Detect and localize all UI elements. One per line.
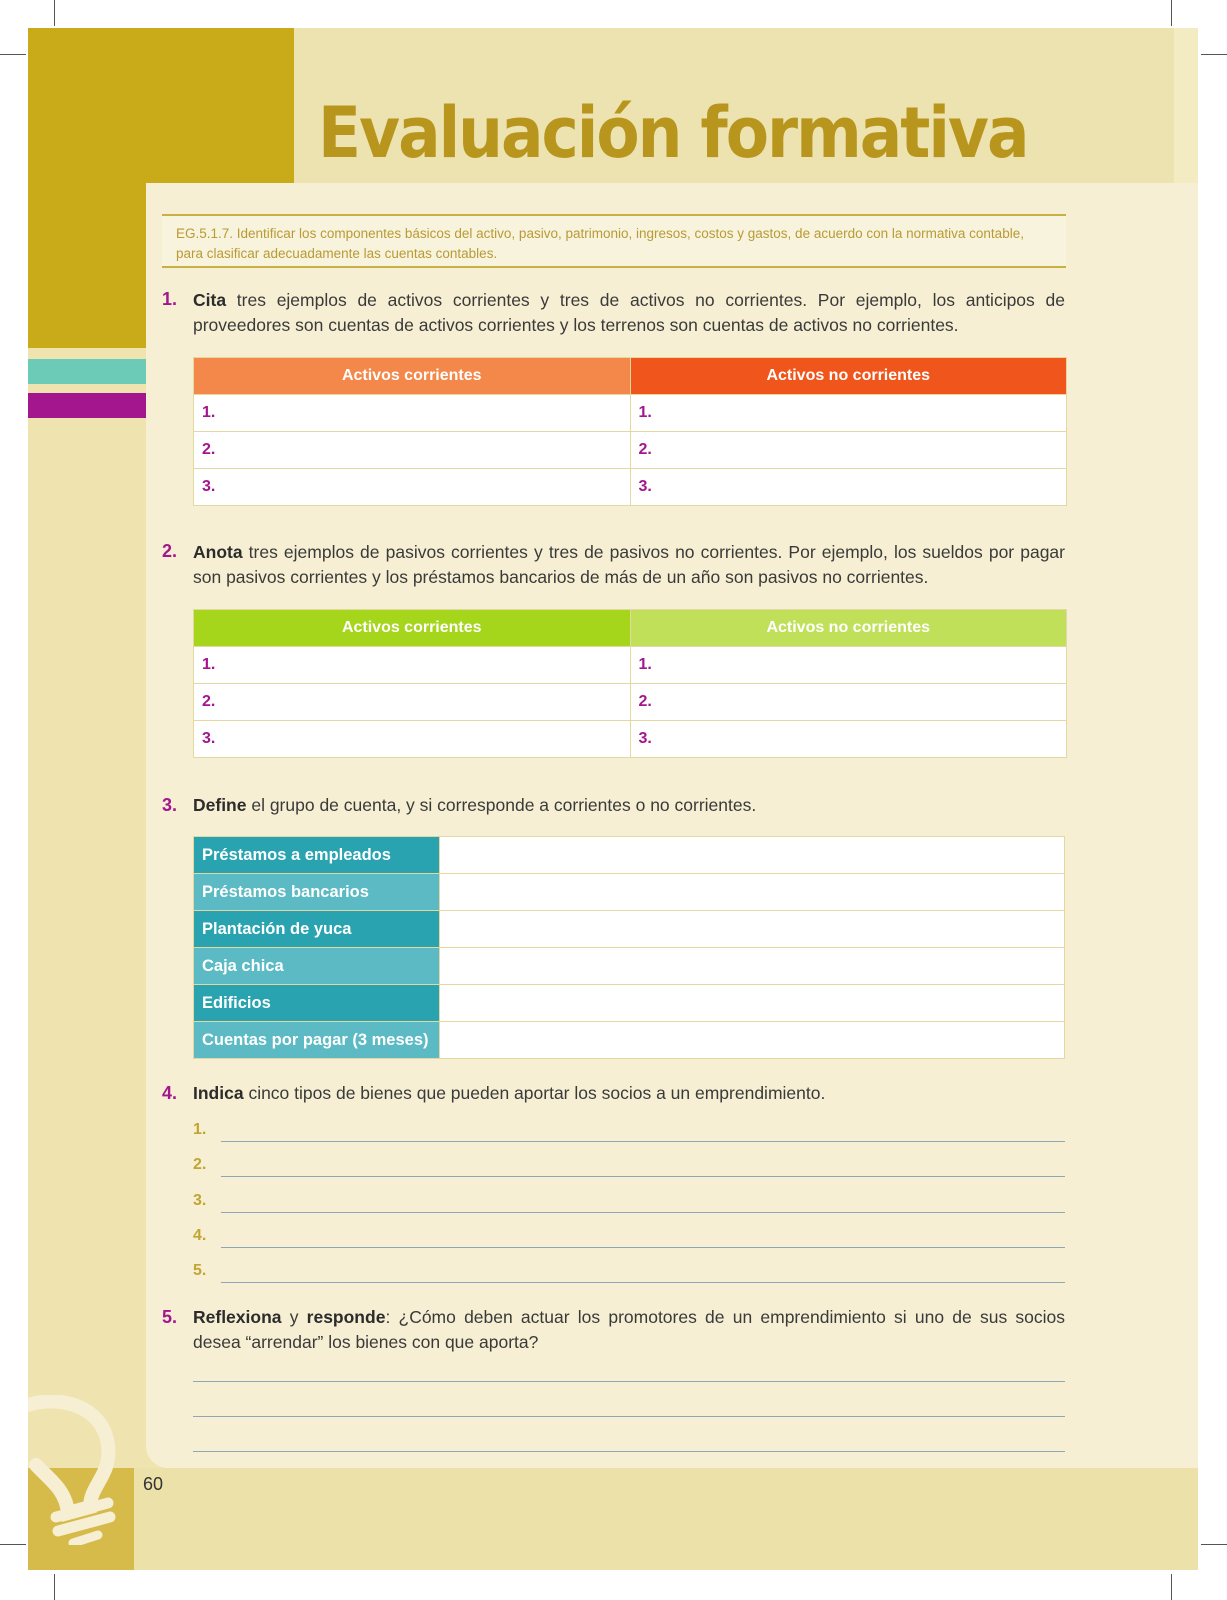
question-text xyxy=(193,1081,1065,1106)
answer-line-item[interactable] xyxy=(193,1227,1065,1255)
answer-cell[interactable]: 3. xyxy=(194,721,631,758)
crop-mark xyxy=(1171,0,1172,26)
crop-mark xyxy=(0,1544,26,1545)
answer-line xyxy=(221,1176,1065,1177)
answer-cell[interactable]: 1. xyxy=(630,647,1067,684)
answer-cell[interactable] xyxy=(440,1022,1065,1059)
line-number: 5. xyxy=(193,1262,207,1279)
answer-line[interactable] xyxy=(193,1381,1065,1382)
line-number: 2. xyxy=(193,1156,207,1173)
answer-cell[interactable]: 3. xyxy=(630,469,1067,506)
answer-cell[interactable] xyxy=(440,911,1065,948)
column-header: Activos corrientes xyxy=(194,610,631,647)
crop-mark xyxy=(54,0,55,26)
question-verb: Reflexiona xyxy=(193,1307,282,1327)
account-group-table xyxy=(193,836,1065,1059)
answer-line-item[interactable] xyxy=(193,1121,1065,1149)
question-number: 2. xyxy=(162,541,178,561)
answer-line[interactable] xyxy=(193,1451,1065,1452)
answer-cell[interactable]: 3. xyxy=(630,721,1067,758)
answer-cell[interactable]: 2. xyxy=(194,432,631,469)
question-verb: responde xyxy=(306,1307,386,1327)
answer-line-item[interactable] xyxy=(193,1262,1065,1290)
question-number: 4. xyxy=(162,1083,178,1103)
crop-mark xyxy=(1171,1574,1172,1600)
line-number: 1. xyxy=(193,1121,207,1138)
answer-line xyxy=(221,1247,1065,1248)
account-label: Caja chica xyxy=(194,948,440,985)
answer-cell[interactable]: 2. xyxy=(630,432,1067,469)
table-row xyxy=(194,721,1067,758)
crop-mark xyxy=(1201,54,1227,55)
table-row xyxy=(194,837,1065,874)
answer-cell[interactable]: 1. xyxy=(194,395,631,432)
answer-line xyxy=(221,1141,1065,1142)
question-verb: Indica xyxy=(193,1083,244,1103)
answer-cell[interactable] xyxy=(440,837,1065,874)
table-row xyxy=(194,469,1067,506)
page-title: Evaluación formativa xyxy=(318,92,1028,174)
answer-cell[interactable] xyxy=(440,948,1065,985)
magenta-accent-bar xyxy=(28,393,146,418)
line-number: 4. xyxy=(193,1227,207,1244)
question-body: el grupo de cuenta, y si corresponde a corrientes o no corrientes. xyxy=(246,795,757,815)
table-row xyxy=(194,647,1067,684)
answer-cell[interactable]: 2. xyxy=(630,684,1067,721)
question-verb: Cita xyxy=(193,290,227,310)
question-number: 5. xyxy=(162,1307,178,1327)
account-label: Préstamos a empleados xyxy=(194,837,440,874)
account-label: Plantación de yuca xyxy=(194,911,440,948)
answer-cell[interactable]: 1. xyxy=(630,395,1067,432)
question-body: : ¿Cómo deben actuar los promotores de un emprendimiento si uno de sus socios desea “arrendar” los bienes con que aporta? xyxy=(193,1307,1065,1352)
line-number: 3. xyxy=(193,1192,207,1209)
table-row xyxy=(194,985,1065,1022)
question-body: tres ejemplos de pasivos corrientes y tres de pasivos no corrientes. Por ejemplo, los sueldos por pagar son pasivos corrientes y los préstamos bancarios de más de un año son pasivos no corrientes. xyxy=(193,542,1065,587)
account-label: Cuentas por pagar (3 meses) xyxy=(194,1022,440,1059)
left-column xyxy=(28,418,146,1468)
question-number: 3. xyxy=(162,795,178,815)
question-body: tres ejemplos de activos corrientes y tres de activos no corrientes. Por ejemplo, los anticipos de proveedores son cuentas de activos corrientes y los terrenos son cuentas de activos no corrientes. xyxy=(193,290,1065,335)
question-text xyxy=(193,793,1065,818)
crop-mark xyxy=(54,1574,55,1600)
table-row xyxy=(194,911,1065,948)
question-text xyxy=(193,288,1065,338)
table-row xyxy=(194,1022,1065,1059)
question-connector: y xyxy=(281,1307,307,1327)
table-row xyxy=(194,948,1065,985)
objective-box: EG.5.1.7. Identificar los componentes básicos del activo, pasivo, patrimonio, ingresos, costos y gastos, de acuerdo con la normativa contable, para clasificar adecuadamente las cuentas contables. xyxy=(162,214,1066,268)
answer-line[interactable] xyxy=(193,1416,1065,1417)
footer-band xyxy=(28,1468,1198,1570)
question-verb: Define xyxy=(193,795,247,815)
answer-cell[interactable]: 2. xyxy=(194,684,631,721)
answer-line-item[interactable] xyxy=(193,1192,1065,1220)
lightbulb-icon xyxy=(28,1395,138,1545)
answer-cell[interactable]: 3. xyxy=(194,469,631,506)
answer-line xyxy=(221,1282,1065,1283)
page-number: 60 xyxy=(143,1474,164,1494)
question-number: 1. xyxy=(162,289,178,309)
assets-table xyxy=(193,357,1067,506)
question-text xyxy=(193,540,1065,590)
column-header: Activos no corrientes xyxy=(630,358,1067,395)
table-row xyxy=(194,432,1067,469)
answer-line xyxy=(221,1212,1065,1213)
answer-cell[interactable] xyxy=(440,985,1065,1022)
account-label: Préstamos bancarios xyxy=(194,874,440,911)
teal-accent-bar xyxy=(28,359,146,384)
account-label: Edificios xyxy=(194,985,440,1022)
crop-mark xyxy=(1201,1544,1227,1545)
crop-mark xyxy=(0,54,26,55)
table-row xyxy=(194,874,1065,911)
question-body: cinco tipos de bienes que pueden aportar los socios a un emprendimiento. xyxy=(243,1083,826,1103)
table-row xyxy=(194,395,1067,432)
answer-cell[interactable] xyxy=(440,874,1065,911)
column-header: Activos no corrientes xyxy=(630,610,1067,647)
column-header: Activos corrientes xyxy=(194,358,631,395)
answer-line-item[interactable] xyxy=(193,1156,1065,1184)
answer-cell[interactable]: 1. xyxy=(194,647,631,684)
question-verb: Anota xyxy=(193,542,243,562)
table-row xyxy=(194,684,1067,721)
liabilities-table xyxy=(193,609,1067,758)
question-text xyxy=(193,1305,1065,1355)
